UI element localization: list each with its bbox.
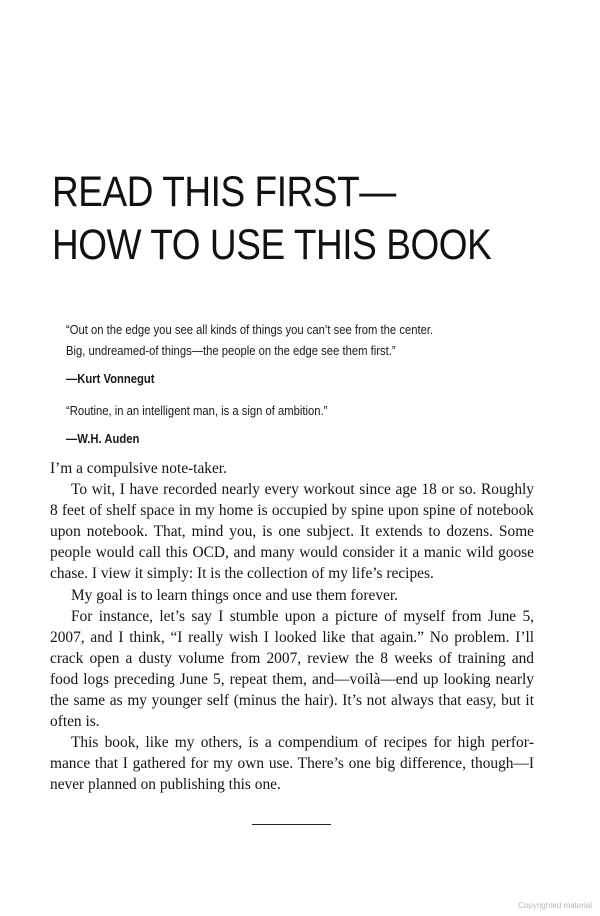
body-paragraph: For instance, let’s say I stumble upon a picture of myself from June 5, 2007, and I think, “I really wish I looked like that again.” No problem. I’ll crack open a dusty volume from 2007, review the 8 weeks of training and food logs preceding June 5, repeat them, and—voilà—end up looking nearly the same as my younger self (minus the hair). It’s not always that easy, but it often is. [50,607,534,731]
epigraphs [66,320,546,450]
chapter-title-line-1: READ THIS FIRST— [52,168,396,216]
epigraph-attribution: —W.H. Auden [66,432,140,446]
epigraph-quote-line: “Out on the edge you see all kinds of things you can’t see from the center. [66,323,434,337]
epigraph-vonnegut [66,320,546,390]
body-paragraph: To wit, I have recorded nearly every workout since age 18 or so. Roughly 8 feet of shelf space in my home is occupied by spine upon spine of notebook upon notebook. That, mind you, is one subject. It extends to dozens. Some people would call this OCD, and many would consider it a manic wild goose chase. I view it simply: It is the collection of my life’s recipes. [50,481,534,583]
section-divider [252,824,331,825]
body-paragraph: I’m a compulsive note-taker. [50,460,227,477]
chapter-title [52,166,491,272]
epigraph-attribution: —Kurt Vonnegut [66,372,155,386]
body-text [50,458,534,796]
body-paragraph: My goal is to learn things once and use them forever. [71,586,398,604]
chapter-title-line-2: HOW TO USE THIS BOOK [52,221,492,269]
epigraph-quote-line: Big, undreamed-of things—the people on the edge see them first.” [66,344,396,358]
body-paragraph: This book, like my others, is a compendium of recipes for high performance that I gathered for my own use. There’s one big difference, though—I never planned on publishing this one. [50,734,534,794]
epigraph-quote-line: “Routine, in an intelligent man, is a sign of ambition.” [66,404,328,418]
copyright-notice: Copyrighted material [518,901,592,910]
epigraph-auden [66,401,546,450]
